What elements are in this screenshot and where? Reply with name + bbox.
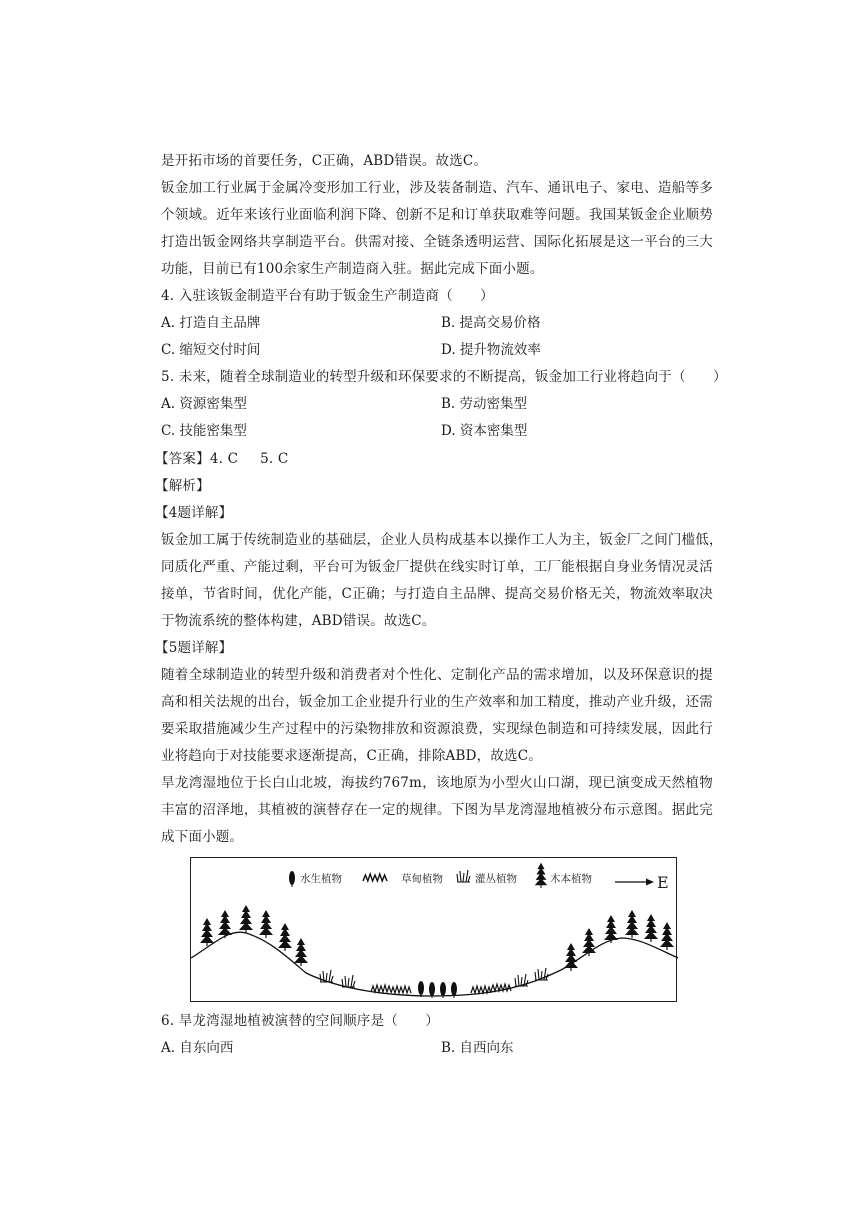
detail-4-label: 【4题详解】 <box>155 505 233 521</box>
wetland-intro-line-2: 丰富的沼泽地，其植被的演替存在一定的规律。下图为旱龙湾湿地植被分布示意图。据此完 <box>161 802 713 818</box>
legend-aquatic-label: 水生植物 <box>300 873 342 885</box>
wetland-intro-line-3: 成下面小题。 <box>161 829 244 845</box>
answer-label: 【答案】 <box>155 451 210 467</box>
question-4-options-row-2 <box>161 340 713 360</box>
option-6b: B. 自西向东 <box>441 1040 514 1056</box>
wetland-intro-line-1: 旱龙湾湿地位于长白山北坡，海拔约767m，该地原为小型火山口湖，现已演变成天然植物 <box>161 775 713 791</box>
right-trees <box>564 910 674 971</box>
intro-line-3: 打造出钣金网络共享制造平台。供需对接、全链条透明运营、国际化拓展是这一平台的三大 <box>161 234 713 250</box>
question-6-stem: 6. 旱龙湾湿地植被演替的空间顺序是（ ） <box>161 1013 440 1029</box>
option-5c: C. 技能密集型 <box>161 423 247 439</box>
question-4-stem: 4. 入驻该钣金制造平台有助于钣金生产制造商（ ） <box>161 288 494 304</box>
option-4b: B. 提高交易价格 <box>441 315 541 331</box>
question-4-options-row-1 <box>161 313 713 333</box>
answer-4: 4. C <box>209 451 239 467</box>
detail-5-line-4: 业将趋向于对技能要求逐渐提高，C正确，排除ABD，故选C。 <box>161 748 542 764</box>
direction-label: E <box>657 873 669 892</box>
question-5-stem: 5. 未来，随着全球制造业的转型升级和环保要求的不断提高，钣金加工行业将趋向于（ ） <box>161 369 727 385</box>
detail-4-line-1: 钣金加工属于传统制造业的基础层，企业人员构成基本以操作工人为主，钣金厂之间门槛低， <box>161 532 723 548</box>
detail-5-line-1: 随着全球制造业的转型升级和消费者对个性化、定制化产品的需求增加，以及环保意识的提 <box>161 667 713 683</box>
analysis-label: 【解析】 <box>155 478 210 494</box>
intro-line-4: 功能，目前已有100余家生产制造商入驻。据此完成下面小题。 <box>161 261 544 277</box>
detail-5-label: 【5题详解】 <box>155 640 233 656</box>
intro-line-2: 个领域。近年来该行业面临利润下降、创新不足和订单获取难等问题。我国某钣金企业顺势 <box>161 207 713 223</box>
legend-meadow-label: 草甸植物 <box>401 873 443 885</box>
question-5-options-row-2 <box>161 421 713 441</box>
vegetation-distribution-figure <box>190 857 677 1002</box>
answer-5: 5. C <box>260 451 289 467</box>
aquatic-plant-icon <box>289 871 295 887</box>
question-6-options-row-1 <box>161 1038 713 1058</box>
direction-arrow <box>615 873 669 892</box>
question-5-options-row-1 <box>161 394 713 414</box>
detail-5-line-3: 要采取措施减少生产过程中的污染物排放和资源浪费，实现绿色制造和可持续发展，因此行 <box>161 721 713 737</box>
shrub-plant-icon <box>457 870 470 882</box>
answer-line <box>155 449 707 469</box>
detail-4-line-4: 于物流系统的整体构建，ABD错误。故选C。 <box>161 613 436 629</box>
legend-shrub-label: 灌丛植物 <box>475 873 517 885</box>
option-4d: D. 提升物流效率 <box>441 342 541 358</box>
option-5b: B. 劳动密集型 <box>441 396 528 412</box>
option-4a: A. 打造自主品牌 <box>161 315 261 331</box>
paragraph-continuation: 是开拓市场的首要任务，C正确，ABD错误。故选C。 <box>161 153 488 169</box>
option-5d: D. 资本密集型 <box>441 423 528 439</box>
option-4c: C. 缩短交付时间 <box>161 342 261 358</box>
meadow-plant-icon <box>363 874 387 881</box>
detail-4-line-3: 接单，节省时间，优化产能，C正确；与打造自主品牌、提高交易价格无关，物流效率取决 <box>161 586 713 602</box>
legend-woody-label: 木本植物 <box>550 873 592 885</box>
detail-5-line-2: 高和相关法规的出台，钣金加工企业提升行业的生产效率和加工精度，推动产业升级，还需 <box>161 694 713 710</box>
legend <box>289 863 592 888</box>
option-6a: A. 自东向西 <box>161 1040 234 1056</box>
intro-line-1: 钣金加工行业属于金属冷变形加工行业，涉及装备制造、汽车、通讯电子、家电、造船等多 <box>161 180 713 196</box>
detail-4-line-2: 同质化严重、产能过剩，平台可为钣金厂提供在线实时订单，工厂能根据自身业务情况灵活 <box>161 559 713 575</box>
vegetation-diagram <box>191 858 678 1003</box>
woody-plant-icon <box>535 863 548 888</box>
option-5a: A. 资源密集型 <box>161 396 247 412</box>
